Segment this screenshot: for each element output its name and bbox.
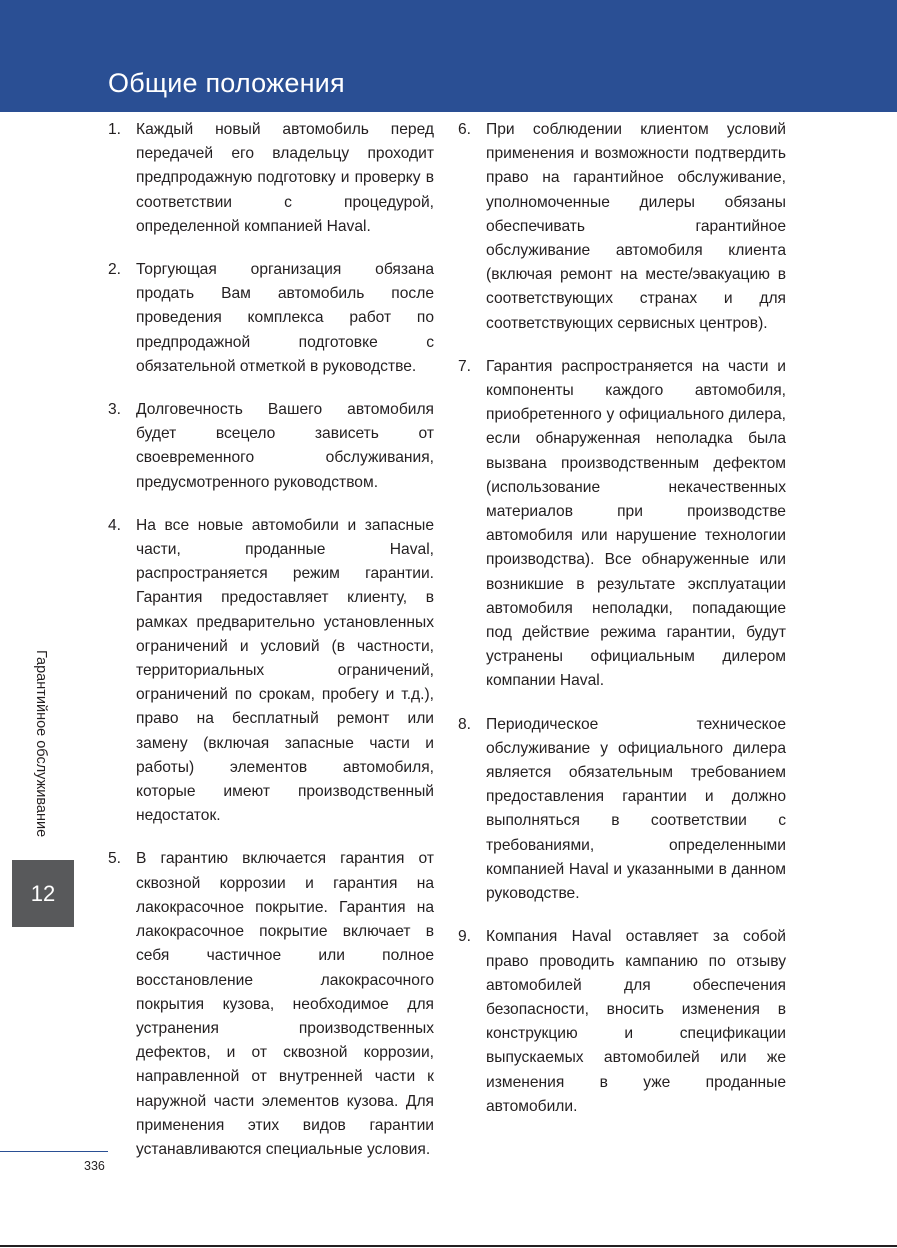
bottom-divider (0, 1245, 897, 1247)
item-text: Долговечность Вашего автомобиля будет всецело зависеть от своевременного обслуживания, предусмотренного руководством. (136, 401, 434, 491)
page-number: 336 (84, 1159, 105, 1173)
list-item (108, 258, 434, 379)
item-text: Торгующая организация обязана продать Вам автомобиль после проведения комплекса работ по предпродажной подготовке с обязательной отметкой в руководстве. (136, 261, 434, 375)
section-label: Гарантийное обслуживание (33, 650, 49, 838)
list-item (108, 118, 434, 239)
list-item (458, 925, 786, 1119)
item-text: Каждый новый автомобиль перед передачей его владельцу проходит предпродажную подготовку и проверку в соответствии с процедурой, определенной компанией Haval. (136, 121, 434, 235)
item-text: В гарантию включается гарантия от сквозной коррозии и гарантия на лакокрасочное покрытие. Гарантия на лакокрасочное покрытие включает в себя частичное или полное восстановление лакокрасочного покрытия кузова, необходимое для устранения производственных дефектов, и от сквозной коррозии, направленной от внутренней части к наружной части элементов кузова. Для применения этих видов гарантии устанавливаются специальные условия. (136, 850, 434, 1158)
item-text: При соблюдении клиентом условий применения и возможности подтвердить право на гарантийное обслуживание, уполномоченные дилеры обязаны обеспечивать гарантийное обслуживание автомобиля клиента (включая ремонт на месте/эвакуацию в соответствующих странах и для соответствующих сервисных центров). (486, 121, 786, 332)
item-number: 1. (108, 121, 122, 138)
list-item (108, 514, 434, 829)
list-item (458, 118, 786, 336)
item-number: 9. (458, 928, 472, 946)
item-text: Гарантия распространяется на части и компоненты каждого автомобиля, приобретенного у официального дилера, если обнаруженная неполадка была вызвана производственным дефектом (использование некачественных материалов при производстве автомобиля или нарушение технологии производства). Все обнаруженные или возникшие в результате эксплуатации автомобиля неполадки, попадающие под действие режима гарантии, будут устранены официальным дилером компании Haval. (486, 357, 786, 690)
item-number: 4. (108, 516, 122, 534)
footer-divider (0, 1151, 108, 1152)
item-number: 6. (458, 121, 472, 138)
page-header (0, 0, 897, 112)
item-number: 8. (458, 715, 472, 733)
list-item (458, 355, 786, 694)
item-text: На все новые автомобили и запасные части, проданные Haval, распространяется режим гарантии. Гарантия предоставляет клиенту, в рамках предварительно установленных ограничений и условий (в частности, территориальных ограничений, ограничений по срокам, пробегу и т.д.), право на бесплатный ремонт или замену (включая запасные части и работы) элементов автомобиля, которые имеют производственный недостаток. (136, 516, 434, 825)
item-number: 3. (108, 401, 122, 419)
page-title: Общие положения (108, 68, 345, 98)
item-number: 2. (108, 261, 122, 279)
chapter-number-badge: 12 (12, 860, 74, 927)
list-item (108, 847, 434, 1162)
right-column (458, 118, 786, 1138)
list-item (458, 713, 786, 907)
item-text: Компания Haval оставляет за собой право проводить кампанию по отзыву автомобилей для обеспечения безопасности, вносить изменения в конструкцию и спецификации выпускаемых автомобилей или же изменения в уже проданные автомобили. (486, 928, 786, 1115)
left-column (108, 118, 434, 1181)
item-number: 7. (458, 357, 472, 375)
list-item (108, 398, 434, 495)
item-text: Периодическое техническое обслуживание у официального дилера является обязательным требованием предоставления гарантии и должно выполняться в соответствии с требованиями, определенными компанией Haval и указанными в данном руководстве. (486, 715, 786, 903)
item-number: 5. (108, 850, 122, 868)
